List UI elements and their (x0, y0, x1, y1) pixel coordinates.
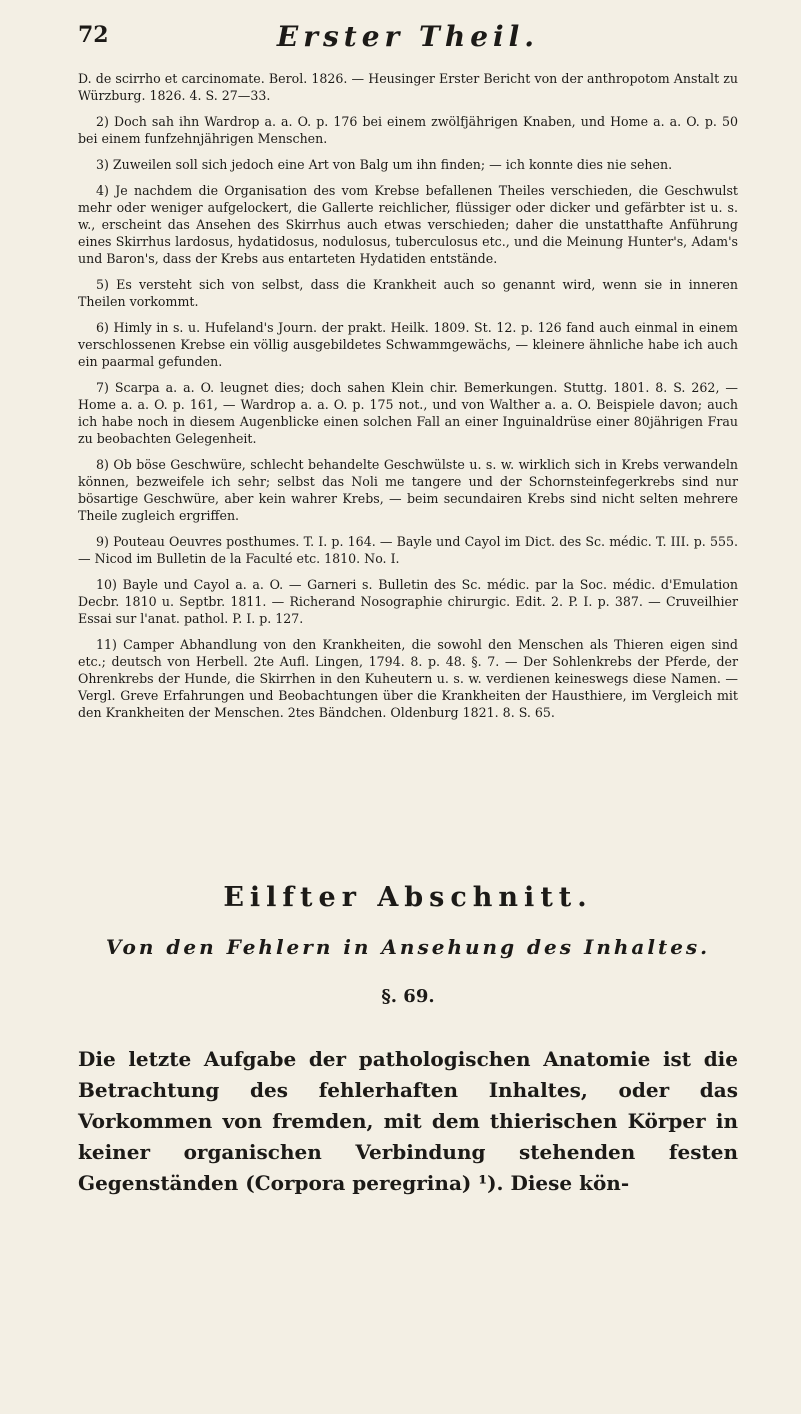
running-head: Erster Theil. (276, 20, 540, 53)
section-subtitle: Von den Fehlern in Ansehung des Inhaltes. (105, 935, 711, 959)
page-number: 72 (78, 22, 109, 48)
footnote: 3) Zuweilen soll sich jedoch eine Art von Balg um ihn finden; — ich konnte dies nie sehen. (96, 157, 673, 172)
footnote: 2) Doch sah ihn Wardrop a. a. O. p. 176 bei einem zwölfjährigen Knaben, und Home a. a. O. p. 50 bei einem funfzehnjährigen Menschen. (78, 114, 738, 146)
footnote: 10) Bayle und Cayol a. a. O. — Garneri s. Bulletin des Sc. médic. par la Soc. médic. d'Emulation Decbr. 1810 u. Septbr. 1811. — Richerand Nosographie chirurgic. Edit. 2. P. I. p. 387. — Cruveilhier Essai sur l'anat. pathol. P. I. p. 127. (78, 577, 738, 626)
footnote: 8) Ob böse Geschwüre, schlecht behandelte Geschwülste u. s. w. wirklich sich in Krebs verwandeln können, bezweifele ich sehr; selbst das Noli me tangere und der Schornsteinfegerkrebs sind nur bösartige Geschwüre, aber kein wahrer Krebs, — beim secundairen Krebs sind nicht selten mehrere Theile zugleich ergriffen. (78, 457, 738, 523)
footnote: 6) Himly in s. u. Hufeland's Journ. der prakt. Heilk. 1809. St. 12. p. 126 fand auch einmal in einem verschlossenen Krebse ein völlig ausgebildetes Schwammgewächs, — kleinere ähnliche habe ich auch ein paarmal gefunden. (78, 320, 738, 369)
footnote: 4) Je nachdem die Organisation des vom Krebse befallenen Theiles verschieden, die Geschwulst mehr oder weniger aufgelockert, die Gallerte reichlicher, flüssiger oder dicker und gefärbter ist u. s. w., erscheint das Ansehen des Skirrhus auch etwas verschieden; daher die unstatthafte Anführung eines Skirrhus lardosus, hydatidosus, nodulosus, tuberculosus etc., und die Meinung Hunter's, Adam's und Baron's, dass der Krebs aus entarteten Hydatiden entstände. (78, 183, 738, 266)
footnote: 11) Camper Abhandlung von den Krankheiten, die sowohl den Menschen als Thieren eigen sind etc.; deutsch von Herbell. 2te Aufl. Lingen, 1794. 8. p. 48. §. 7. — Der Sohlenkrebs der Pferde, der Ohrenkrebs der Hunde, die Skirrhen in den Kuheutern u. s. w. verdienen keineswegs diese Namen. — Vergl. Greve Erfahrungen und Beobachtungen über die Krankheiten der Hausthiere, im Vergleich mit den Krankheiten der Menschen. 2tes Bändchen. Oldenburg 1821. 8. S. 65. (78, 637, 738, 720)
section-title: Eilfter Abschnitt. (223, 882, 593, 913)
section-number: §. 69. (381, 986, 435, 1007)
body-paragraph: Die letzte Aufgabe der pathologischen Anatomie ist die Betrachtung des fehlerhaften Inhaltes, oder das Vorkommen von fremden, mit dem thierischen Körper in keiner organischen Verbindung stehenden festen Gegenständen (Corpora peregrina) ¹). Diese kön- (78, 1047, 738, 1195)
page-header (78, 22, 738, 58)
footnotes (78, 70, 738, 730)
footnote: 7) Scarpa a. a. O. leugnet dies; doch sahen Klein chir. Bemerkungen. Stuttg. 1801. 8. S. 262, — Home a. a. O. p. 161, — Wardrop a. a. O. p. 175 not., und von Walther a. a. O. Beispiele davon; auch ich habe noch in diesem Augenblicke einen solchen Fall an einer Inguinaldrüse einer 80jährigen Frau zu beobachten Gelegenheit. (78, 380, 738, 446)
footnote: 9) Pouteau Oeuvres posthumes. T. I. p. 164. — Bayle und Cayol im Dict. des Sc. médic. T. III. p. 555. — Nicod im Bulletin de la Faculté etc. 1810. No. I. (78, 534, 738, 566)
footnote: 5) Es versteht sich von selbst, dass die Krankheit auch so genannt wird, wenn sie in inneren Theilen vorkommt. (78, 277, 738, 309)
footnote: D. de scirrho et carcinomate. Berol. 1826. — Heusinger Erster Bericht von der anthropotom Anstalt zu Würzburg. 1826. 4. S. 27—33. (78, 71, 738, 103)
